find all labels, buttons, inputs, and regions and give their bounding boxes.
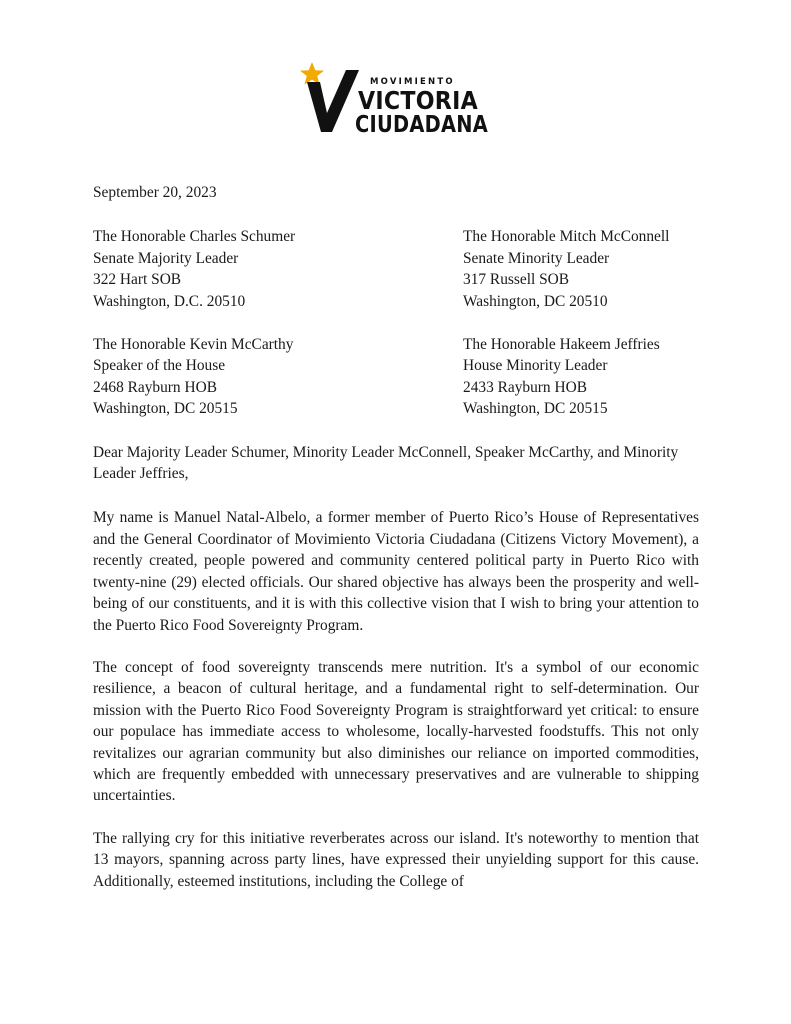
- recipient-office: 2468 Rayburn HOB: [93, 378, 217, 396]
- letter-date: September 20, 2023: [93, 184, 217, 201]
- body-paragraph: The rallying cry for this initiative reverberates across our island. It's noteworthy to mention that 13 mayors, spanning across party lines, have expressed their unyielding support for this cause. Additionally, esteemed institutions, including the College of: [93, 829, 699, 890]
- recipient-name: The Honorable Charles Schumer: [93, 228, 296, 246]
- recipient-title: House Minority Leader: [463, 357, 608, 375]
- recipient-title: Senate Minority Leader: [463, 249, 610, 267]
- recipient-office: 2433 Rayburn HOB: [463, 378, 587, 396]
- body-paragraph: My name is Manuel Natal-Albelo, a former member of Puerto Rico’s House of Representatives and the General Coordinator of Movimiento Victoria Ciudadana (Citizens Victory Movement), a recently created, people powered and community centered political party in Puerto Rico with twenty-nine (29) elected officials. Our shared objective has always been the prosperity and well-being of our constituents, and it is with this collective vision that I wish to bring your attention to the Puerto Rico Food Sovereignty Program.: [93, 509, 699, 634]
- star-icon: [300, 62, 324, 85]
- recipient-office: 317 Russell SOB: [463, 271, 570, 289]
- recipient-name: The Honorable Mitch McConnell: [463, 228, 670, 246]
- recipient-name: The Honorable Kevin McCarthy: [93, 336, 294, 354]
- recipient-block: [463, 226, 699, 312]
- recipient-city: Washington, DC 20515: [93, 400, 238, 418]
- logo-small-text: MOVIMIENTO: [370, 77, 455, 87]
- letter-body: [93, 182, 699, 913]
- recipient-title: Speaker of the House: [93, 357, 226, 375]
- recipient-block: [463, 334, 699, 420]
- recipient-title: Senate Majority Leader: [93, 249, 239, 267]
- recipient-row-2: [93, 334, 699, 420]
- recipient-block: [93, 334, 393, 420]
- salutation: Dear Majority Leader Schumer, Minority Leader McConnell, Speaker McCarthy, and Minority Leader Jeffries,: [93, 443, 679, 483]
- body-paragraph: The concept of food sovereignty transcends mere nutrition. It's a symbol of our economic resilience, a beacon of cultural heritage, and a fundamental right to self-determination. Our mission with the Puerto Rico Food Sovereignty Program is straightforward yet critical: to ensure our populace has immediate access to wholesome, locally-harvested foodstuffs. This not only revitalizes our agrarian community but also diminishes our reliance on imported commodities, which are frequently embedded with unnecessary preservatives and are vulnerable to shipping uncertainties.: [93, 658, 699, 805]
- victoria-ciudadana-logo: [298, 58, 498, 138]
- recipient-city: Washington, DC 20510: [463, 292, 608, 310]
- logo-line-2: CIUDADANA: [355, 112, 488, 138]
- recipient-block: [93, 226, 393, 312]
- logo-line-1: VICTORIA: [358, 86, 479, 115]
- recipient-city: Washington, D.C. 20510: [93, 292, 246, 310]
- letterhead-logo: [298, 58, 498, 138]
- recipient-city: Washington, DC 20515: [463, 400, 608, 418]
- recipient-name: The Honorable Hakeem Jeffries: [463, 336, 660, 354]
- recipient-row-1: [93, 226, 699, 312]
- recipient-office: 322 Hart SOB: [93, 271, 182, 289]
